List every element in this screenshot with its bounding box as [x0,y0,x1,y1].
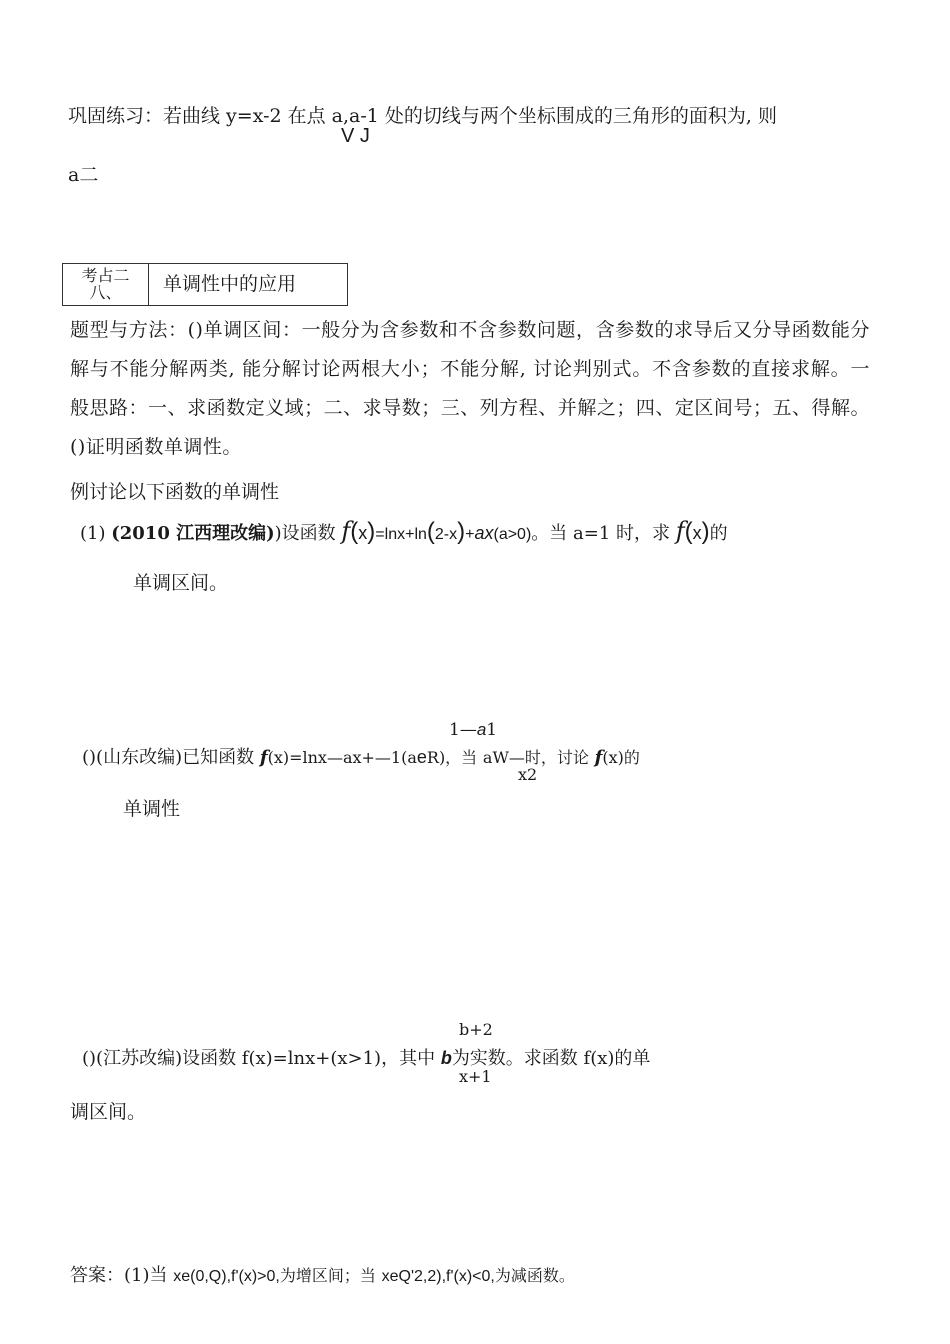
method-paragraph: 题型与方法：()单调区间：一般分为含参数和不含参数问题，含参数的求导后又分导函数能分解与不能分解两类, 能分解讨论两根大小；不能分解, 讨论判别式。不含参数的直接求解。一般思路：一、求函数定义域；二、求导数；三、列方程、并解之；四、定区间号；五、得解。()证明函数单调性。 [70,319,870,458]
problem2-e: e [416,747,427,767]
problem1-paren3-close: ) [701,518,710,545]
problem1-number: (1) [80,523,106,544]
problem2-num-top: 1— [449,720,477,740]
problem2-denominator: x2 [518,765,538,784]
example-heading: 例讨论以下函数的单调性 [70,481,280,503]
topic-title: 单调性中的应用 [163,273,297,295]
problem1-line [80,517,728,546]
answer-text3: xeQ'2,2),f'(x)<0,为减函数。 [381,1268,575,1285]
problem1-expr3: + [465,526,475,543]
problem2-line2: 单调性 [123,798,181,820]
practice-answer-blank: a二 [68,164,99,186]
problem2-one-top: 1 [486,720,498,740]
problem1-x: x [358,523,368,543]
answer-text2: xe(0,Q),f'(x)>0,为增区间；当 [173,1268,376,1285]
problem2-line [82,743,640,769]
problem2-numerator [449,720,497,740]
problem1-line2: 单调区间。 [133,572,229,594]
problem3-b: b [440,1048,452,1068]
topic-label [63,264,149,305]
problem3-numerator: b+2 [459,1020,493,1039]
problem3-prefix: ()(江苏改编)设函数 f(x)=lnx+(x>1)，其中 [82,1048,436,1069]
problem2-aw: aW—时，讨论 [482,748,589,767]
problem3-line2: 调区间。 [70,1101,147,1123]
problem1-f: f [341,517,351,545]
answer-label: 答案： [70,1265,124,1286]
topic-box [62,263,348,306]
problem1-paren-close: ) [367,518,376,545]
problem1-source: (2010 江西理改编) [111,523,275,544]
problem1-paren2-open: ( [426,518,435,545]
problem3-denominator: x+1 [459,1067,492,1086]
topic-label-bottom: 八、 [89,283,122,302]
answer-line [70,1261,575,1287]
problem2-r: R)，当 [426,748,478,767]
problem2-a-top: a [476,720,487,739]
problem1-expr1: =lnx+ln [375,526,427,543]
answer-text1: (1)当 [124,1265,168,1286]
problem1-x2: x [692,523,702,543]
problem1-expr2: 2-x [434,526,458,543]
practice-line: 巩固练习：若曲线 y=x-2 在点 a,a-1 处的切线与两个坐标围成的三角形的面积为, 则 [68,105,777,127]
problem2-f2: f [594,747,603,768]
problem1-cond: (a>0) [493,526,532,543]
practice-line-under: V J [341,125,370,147]
problem1-ax: ax [474,523,494,543]
problem1-paren2-close: ) [457,518,466,545]
problem3-suffix: 为实数。求函数 f(x)的单 [451,1048,651,1069]
topic-label-top: 考占二 [81,266,130,285]
problem1-paren3-open: ( [684,518,693,545]
problem3-line [82,1044,650,1070]
problem1-text-a: )设函数 [274,523,336,544]
problem2-prefix: ()(山东改编)已知函数 [82,747,255,768]
problem1-text-b: 。当 a=1 时，求 [531,523,670,544]
problem1-f2: f [675,517,685,545]
problem2-tail: (x)的 [602,748,640,767]
problem2-f: f [259,747,268,768]
problem1-paren-open: ( [350,518,359,545]
problem2-expr: (x)=lnx—ax+—1(a [267,748,417,767]
problem1-text-c: 的 [709,523,728,544]
